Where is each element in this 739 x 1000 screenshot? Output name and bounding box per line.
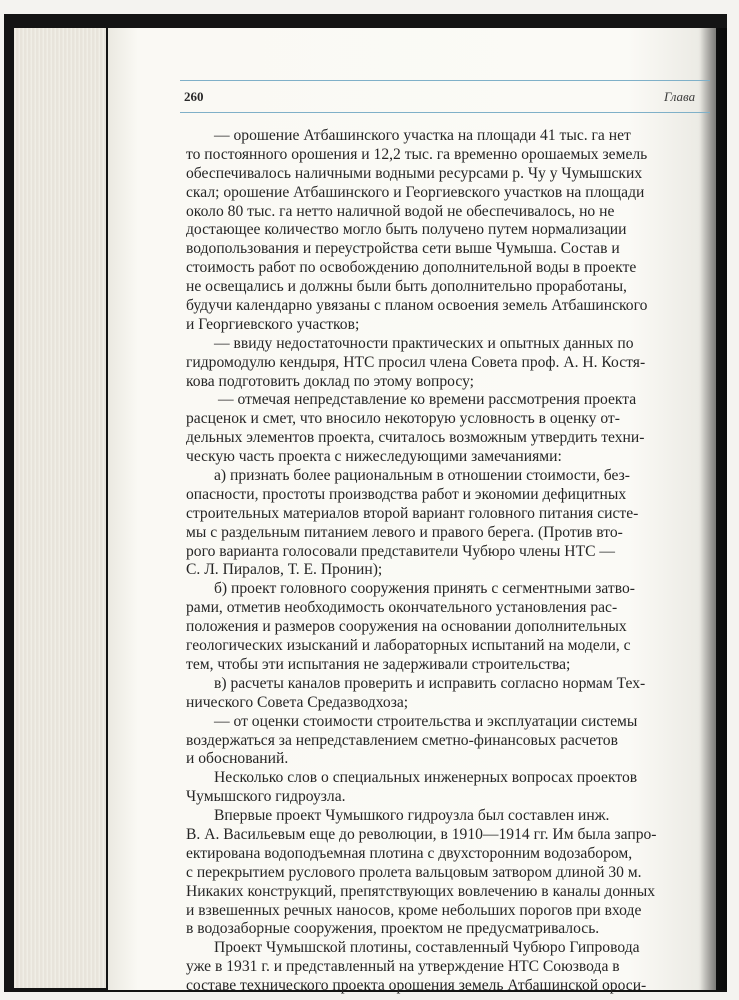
text-line: строительных материалов второй вариант головного питания систе-	[186, 504, 639, 522]
text-line: Никаких конструкций, препятствующих вовлечению в каналы донных	[186, 882, 656, 900]
text-line: Чумышского гидроузла.	[186, 788, 346, 806]
text-line: геологических изысканий и лабораторных испытаний на модели, с	[186, 637, 631, 655]
text-line: В. А. Васильевым еще до революции, в 1910—1914 гг. Им была запро-	[186, 825, 657, 843]
page-number: 260	[184, 89, 204, 104]
text-line: — отмечая непредставление ко времени рассмотрения проекта	[218, 391, 637, 409]
text-line: и обоснований.	[186, 750, 289, 768]
text-line: дельных элементов проекта, считалось возможным утвердить техни-	[186, 429, 645, 447]
text-line: рого варианта голосовали представители Чубюро члены НТС —	[186, 542, 615, 560]
text-line: кова подготовить доклад по этому вопросу;	[186, 372, 474, 390]
text-line: составе технического проекта орошения земель Атбашинской ороси-	[186, 977, 647, 995]
text-line: — ввиду недостаточности практических и опытных данных по	[214, 334, 634, 352]
text-line: то постоянного орошения и 12,2 тыс. га временно орошаемых земель	[186, 145, 648, 163]
text-line: в водозаборные сооружения, проектом не предусматривалось.	[186, 920, 600, 938]
text-line: около 80 тыс. га нетто наличной водой не обеспечивалось, но не	[186, 202, 615, 220]
text-line: достающее количество могло быть получено путем нормализации	[186, 221, 627, 239]
text-line: расценок и смет, что вносило некоторую условность в оценку от-	[186, 410, 620, 428]
text-line: — орошение Атбашинского участка на площади 41 тыс. га нет	[214, 127, 631, 144]
text-line: положения и размеров сооружения на основании дополнительных	[186, 618, 627, 636]
text-line: б) проект головного сооружения принять с сегментными затво-	[214, 580, 635, 598]
text-line: — от оценки стоимости строительства и эксплуатации системы	[214, 712, 638, 730]
text-line: в) расчеты каналов проверить и исправить согласно нормам Тех-	[214, 674, 646, 692]
text-line: мы с раздельным питанием левого и правого берега. (Против вто-	[186, 523, 623, 541]
text-line: Впервые проект Чумышкого гидроузла был составлен инж.	[214, 807, 610, 825]
stacked-page-edges	[14, 28, 106, 988]
text-line: опасности, простоты производства работ и экономии дефицитных	[186, 485, 627, 503]
running-head-chapter: Глава	[664, 89, 696, 104]
text-line: гидромодулю кендыря, НТС просил члена Совета проф. А. Н. Костя-	[186, 353, 646, 371]
header-rule-bottom	[180, 112, 710, 113]
text-line: скал; орошение Атбашинского и Георгиевского участков на площади	[186, 183, 645, 201]
text-line: воздержаться за непредставлением сметно-финансовых расчетов	[186, 731, 618, 749]
text-line: водопользования и переустройства сети выше Чумыша. Состав и	[186, 240, 620, 258]
text-line: тем, чтобы эти испытания не задерживали строительства;	[186, 655, 571, 673]
text-line: Несколько слов о специальных инженерных вопросах проектов	[214, 769, 638, 787]
text-line: уже в 1931 г. и представленный на утверждение НТС Союзвода в	[186, 958, 620, 976]
text-line: и взвешенных речных наносов, кроме небольших порогов при входе	[186, 901, 642, 919]
text-line: с перекрытием руслового пролета вальцовым затвором длиной 30 м.	[186, 863, 642, 881]
text-line: а) признать более рациональным в отношении стоимости, без-	[214, 467, 630, 485]
text-line: ческую часть проекта с нижеследующими замечаниями:	[186, 448, 562, 466]
text-line: рами, отметив необходимость окончательного установления рас-	[186, 599, 618, 617]
text-line: Проект Чумышской плотины, составленный Чубюро Гипровода	[214, 939, 640, 957]
text-line: С. Л. Пиралов, Т. Е. Пронин);	[186, 561, 383, 579]
body-text	[186, 127, 721, 996]
text-line: стоимость работ по освобождению дополнительной воды в проекте	[186, 259, 637, 277]
text-line: и Георгиевского участков;	[186, 315, 360, 333]
text-line: обеспечивалось наличными водными ресурсами р. Чу у Чумышских	[186, 164, 643, 182]
header-rule-top	[180, 80, 710, 81]
text-line: будучи календарно увязаны с планом освоения земель Атбашинского	[186, 297, 648, 315]
text-line: ектирована водоподъемная плотина с двухсторонним водозабором,	[186, 844, 633, 862]
text-line: нического Совета Средазводхоза;	[186, 693, 409, 711]
text-line: не освещались и должны были быть дополнительно проработаны,	[186, 278, 627, 296]
